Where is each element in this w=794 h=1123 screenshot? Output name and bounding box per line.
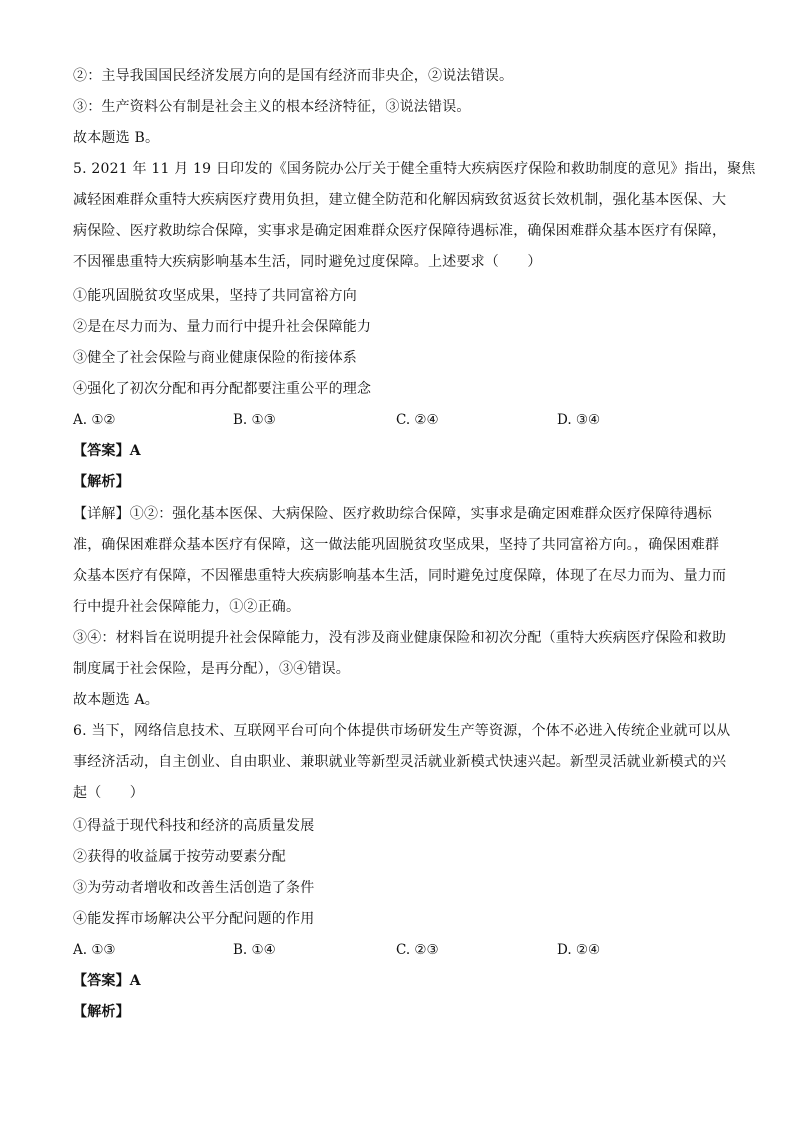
analysis-label: 【解析】 [73,1004,130,1020]
explanation-line: 制度属于社会保险，是再分配），③④错误。 [73,661,350,677]
question-6-stem: 起（ ） [73,785,144,801]
explanation-line: 准，确保困难群众基本医疗有保障，这一做法能巩固脱贫攻坚成果，坚持了共同富裕方向。，确保困难群 [73,537,720,553]
statement-4: ④能发挥市场解决公平分配问题的作用 [73,911,315,927]
option-b: B. ①④ [233,942,276,958]
statement-3: ③健全了社会保险与商业健康保险的衔接体系 [73,350,357,366]
option-c: C. ②④ [396,412,439,428]
question-6-stem: 事经济活动，自主创业、自由职业、兼职就业等新型灵活就业新模式快速兴起。新型灵活就业新模式的兴 [73,754,727,770]
option-a: A. ①③ [73,942,116,958]
explanation-line: ③④：材料旨在说明提升社会保障能力，没有涉及商业健康保险和初次分配（重特大疾病医疗保险和救助 [73,630,727,646]
statement-4: ④强化了初次分配和再分配都要注重公平的理念 [73,381,372,397]
question-5-stem: 5. 2021 年 11 月 19 日印发的《国务院办公厅关于健全重特大疾病医疗保险和救助制度的意见》指出，聚焦 [73,161,756,177]
statement-1: ①能巩固脱贫攻坚成果，坚持了共同富裕方向 [73,288,357,304]
explanation-line: 众基本医疗有保障，不因罹患重特大疾病影响基本生活，同时避免过度保障，体现了在尽力而为、量力而 [73,568,727,584]
option-a: A. ①② [73,412,116,428]
option-d: D. ③④ [557,412,601,428]
question-5-stem: 减轻困难群众重特大疾病医疗费用负担，建立健全防范和化解因病致贫返贫长效机制，强化基本医保、大 [73,192,727,208]
conclusion-line: 故本题选 A。 [73,692,159,708]
text-line: ②：主导我国国民经济发展方向的是国有经济而非央企，②说法错误。 [73,68,514,84]
question-5-stem: 病保险、医疗救助综合保障，实事求是确定困难群众医疗保障待遇标准，确保困难群众基本医疗有保障， [73,223,727,239]
analysis-label: 【解析】 [73,474,130,490]
option-c: C. ②③ [396,942,439,958]
text-line: 故本题选 B。 [73,130,160,146]
explanation-line: 【详解】①②：强化基本医保、大病保险、医疗救助综合保障，实事求是确定困难群众医疗保障待遇标 [73,506,712,522]
option-d: D. ②④ [557,942,601,958]
statement-1: ①得益于现代科技和经济的高质量发展 [73,818,315,834]
question-6-stem: 6. 当下，网络信息技术、互联网平台可向个体提供市场研发生产等资源，个体不必进入传统企业就可以从 [73,723,731,739]
question-5-stem: 不因罹患重特大疾病影响基本生活，同时避免过度保障。上述要求（ ） [73,254,542,270]
statement-3: ③为劳动者增收和改善生活创造了条件 [73,880,315,896]
answer-label: 【答案】A [73,443,141,459]
option-b: B. ①③ [233,412,276,428]
answer-label: 【答案】A [73,973,141,989]
statement-2: ②获得的收益属于按劳动要素分配 [73,849,286,865]
statement-2: ②是在尽力而为、量力而行中提升社会保障能力 [73,319,372,335]
text-line: ③：生产资料公有制是社会主义的根本经济特征，③说法错误。 [73,99,471,115]
explanation-line: 行中提升社会保障能力，①②正确。 [73,599,301,615]
